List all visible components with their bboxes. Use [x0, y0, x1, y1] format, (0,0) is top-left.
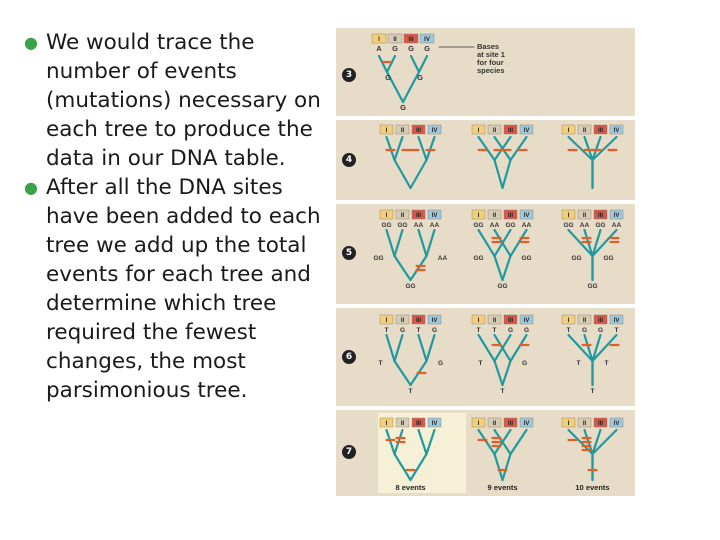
step-marker: 4: [342, 153, 356, 167]
tree-branch: [495, 256, 503, 280]
tree-branch: [503, 256, 511, 280]
species-label: I: [567, 128, 570, 134]
inner-base-label: GG: [521, 255, 532, 262]
base-label: G: [507, 327, 514, 334]
tree-branch: [411, 56, 419, 72]
inner-base-label: T: [604, 360, 609, 367]
species-label: II: [400, 318, 405, 324]
species-label: I: [385, 421, 388, 427]
tree-branch: [395, 160, 411, 188]
tree-branch: [395, 361, 411, 385]
base-label: T: [416, 327, 421, 334]
tree-branch: [503, 160, 511, 188]
event-total-label: 10 events: [575, 483, 610, 492]
species-label: IV: [613, 318, 620, 324]
inner-base-label: T: [478, 360, 483, 367]
tree-branch: [419, 230, 427, 256]
species-label: I: [378, 37, 380, 43]
base-label: GG: [595, 222, 606, 229]
bullet-dot-icon: ●: [24, 178, 38, 197]
base-label: AA: [489, 222, 500, 229]
base-label: AA: [429, 222, 440, 229]
species-label: III: [507, 318, 514, 324]
species-label: III: [597, 213, 604, 219]
species-label: I: [385, 128, 388, 134]
root-base-label: T: [500, 388, 505, 395]
tree-branch: [503, 454, 511, 480]
inner-base-label: G: [417, 73, 423, 82]
inner-base-label: GG: [603, 255, 614, 262]
tree-branch: [411, 160, 427, 188]
root-base-label: GG: [587, 283, 598, 290]
bases-callout-text: species: [477, 66, 505, 75]
tree-branch: [427, 335, 435, 361]
species-label: II: [582, 213, 587, 219]
tree-branch: [427, 230, 435, 256]
bases-callout-text: for four: [477, 58, 504, 67]
base-label: GG: [505, 222, 516, 229]
species-label: IV: [613, 213, 620, 219]
species-label: III: [507, 128, 514, 134]
base-label: GG: [397, 222, 408, 229]
tree-branch: [387, 56, 395, 72]
tree-diagrams: [336, 28, 635, 496]
species-label: II: [492, 213, 497, 219]
species-label: IV: [431, 213, 438, 219]
species-label: II: [492, 318, 497, 324]
step-marker: 7: [342, 445, 356, 459]
tree-branch: [511, 335, 527, 361]
base-label: T: [614, 327, 619, 334]
tree-branch: [387, 230, 395, 256]
base-label: AA: [521, 222, 532, 229]
base-label: AA: [579, 222, 590, 229]
species-label: I: [385, 213, 388, 219]
species-label: IV: [613, 128, 620, 134]
species-label: I: [385, 318, 388, 324]
base-label: G: [392, 44, 398, 53]
species-label: II: [400, 128, 405, 134]
species-label: II: [492, 421, 497, 427]
base-label: G: [431, 327, 438, 334]
event-total-label: 8 events: [395, 483, 426, 492]
step-marker: 6: [342, 350, 356, 364]
species-label: I: [567, 421, 570, 427]
base-label: G: [424, 44, 430, 53]
tree-branch: [395, 256, 411, 280]
tree-branch: [419, 335, 427, 361]
base-label: GG: [563, 222, 574, 229]
species-label: III: [507, 213, 514, 219]
species-label: IV: [431, 421, 438, 427]
species-label: III: [415, 318, 422, 324]
root-base-label: GG: [497, 283, 508, 290]
species-label: III: [597, 128, 604, 134]
base-label: T: [566, 327, 571, 334]
species-label: III: [597, 421, 604, 427]
step-marker: 3: [342, 68, 356, 82]
species-label: III: [597, 318, 604, 324]
tree-branch: [511, 430, 527, 454]
tree-branch: [479, 137, 495, 160]
species-label: I: [477, 128, 480, 134]
tree-branch: [427, 137, 435, 160]
tree-branch: [479, 335, 495, 361]
inner-base-label: G: [437, 360, 444, 367]
tree-branch: [503, 361, 511, 385]
inner-base-label: GG: [373, 255, 384, 262]
bullet-item: [16, 28, 321, 173]
base-label: A: [376, 44, 382, 53]
inner-base-label: T: [576, 360, 581, 367]
base-label: GG: [473, 222, 484, 229]
root-base-label: T: [590, 388, 595, 395]
tree-branch: [395, 230, 403, 256]
tree-branch: [411, 256, 427, 280]
tree-branch: [419, 56, 427, 72]
species-label: II: [582, 318, 587, 324]
base-label: AA: [413, 222, 424, 229]
tree-branch: [379, 56, 387, 72]
root-base-label: G: [400, 103, 406, 112]
bullet-text: After all the DNA sites have been added to each tree we add up the total events for each tree and determine which tree required the fewest changes, the most parsimonious tree.: [46, 175, 321, 403]
base-label: G: [408, 44, 414, 53]
species-label: II: [492, 128, 497, 134]
root-base-label: T: [408, 388, 413, 395]
tree-branch: [495, 160, 503, 188]
species-label: III: [415, 421, 422, 427]
base-label: G: [597, 327, 604, 334]
base-label: GG: [381, 222, 392, 229]
species-label: III: [415, 213, 422, 219]
tree-branch: [495, 454, 503, 480]
inner-base-label: T: [378, 360, 383, 367]
tree-branch: [495, 361, 503, 385]
species-label: II: [400, 421, 405, 427]
bases-callout-text: at site 1: [477, 50, 505, 59]
base-label: AA: [611, 222, 622, 229]
species-label: IV: [523, 213, 530, 219]
base-label: T: [492, 327, 497, 334]
bullet-dot-icon: ●: [24, 33, 38, 52]
inner-base-label: GG: [473, 255, 484, 262]
base-label: T: [476, 327, 481, 334]
base-label: G: [581, 327, 588, 334]
species-label: I: [567, 213, 570, 219]
species-label: III: [415, 128, 422, 134]
species-label: IV: [424, 37, 430, 43]
species-label: I: [477, 213, 480, 219]
tree-branch: [387, 335, 395, 361]
bullet-text: We would trace the number of events (mutations) necessary on each tree to produce the data in our DNA table.: [46, 30, 321, 171]
species-label: IV: [523, 128, 530, 134]
inner-base-label: G: [521, 360, 528, 367]
step-marker: 5: [342, 246, 356, 260]
tree-branch: [395, 335, 403, 361]
parsimony-figure: [336, 28, 635, 496]
inner-base-label: AA: [437, 255, 448, 262]
species-label: I: [477, 318, 480, 324]
tree-branch: [387, 137, 395, 160]
species-label: II: [400, 213, 405, 219]
inner-base-label: G: [385, 73, 391, 82]
species-label: I: [477, 421, 480, 427]
tree-branch: [395, 137, 403, 160]
species-label: IV: [431, 128, 438, 134]
inner-base-label: GG: [571, 255, 582, 262]
tree-branch: [419, 137, 427, 160]
species-label: I: [567, 318, 570, 324]
species-label: IV: [523, 318, 530, 324]
tree-branch: [511, 137, 527, 160]
base-label: G: [399, 327, 406, 334]
species-label: II: [582, 128, 587, 134]
species-label: II: [393, 37, 397, 43]
base-label: T: [384, 327, 389, 334]
root-base-label: GG: [405, 283, 416, 290]
bases-callout-text: Bases: [477, 42, 500, 51]
species-label: IV: [431, 318, 438, 324]
species-label: II: [582, 421, 587, 427]
species-label: III: [408, 37, 414, 43]
species-label: III: [507, 421, 514, 427]
species-label: IV: [613, 421, 620, 427]
event-total-label: 9 events: [487, 483, 518, 492]
bullet-list: [16, 28, 321, 405]
species-label: IV: [523, 421, 530, 427]
base-label: G: [523, 327, 530, 334]
bullet-item: [16, 173, 321, 405]
